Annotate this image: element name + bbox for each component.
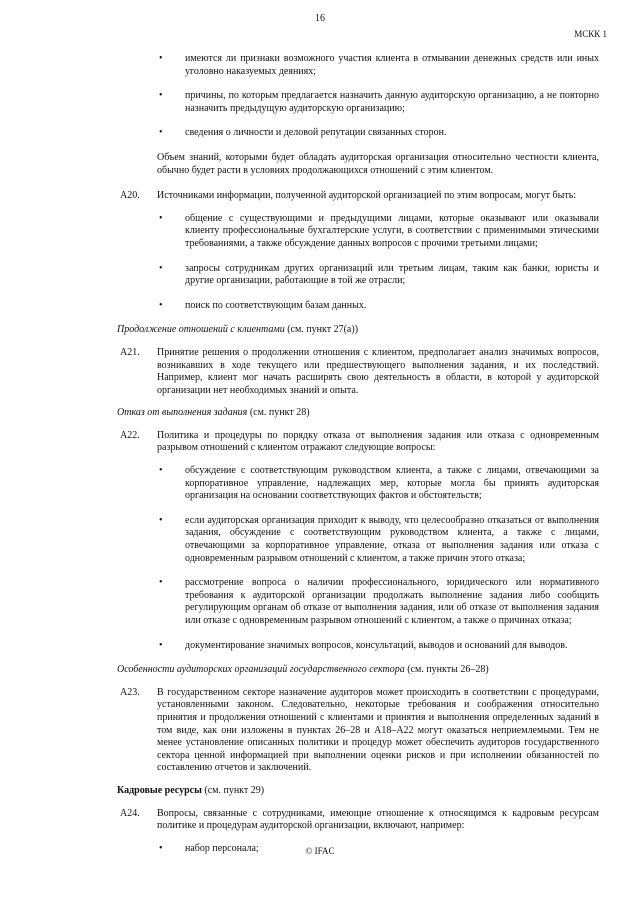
bullet-icon: • — [159, 127, 163, 139]
paragraph-a20 — [117, 190, 599, 203]
paragraph-text: В государственном секторе назначение аудиторов может происходить в соответствии с процедурами, установленными законом. Следовательно, некоторые требования и соображения относительно принятия и продолжения отношений с клиентами и принятия и выполнения определенных заданий в том виде, как они изложены в пунктах 26–28 и A18–A22 могут оказаться неприемлемыми. Тем не менее установление описанных политики и процедур может обеспечить аудиторов государственного сектора ценной информацией при выполнении оценки рисков и при исполнении обязанностей по составлению отчетов и заключений. — [157, 686, 599, 774]
bullet-icon: • — [159, 639, 163, 651]
bullet-icon: • — [159, 577, 163, 589]
paragraph-number: A22. — [120, 429, 140, 441]
bullet-icon: • — [159, 299, 163, 311]
paragraph-a24 — [117, 808, 599, 833]
list-item: • запросы сотрудникам других организаций или третьим лицам, таким как банки, юристы и другие организации, работающие в той же отрасли; — [159, 262, 599, 287]
paragraph-number: A24. — [120, 807, 140, 819]
list-item: • набор персонала; — [159, 842, 259, 854]
list-item: • если аудиторская организация приходит к выводу, что целесообразно отказаться от выполнения задания, обсуждение с соответствующим руководством клиента, а также с лицами, отвечающими за корпоративное управление, отказа от выполнения задания или отказа с одновременным разрывом отношений с клиентом, а также причин этого отказа; — [159, 514, 599, 564]
footer-copyright: © IFAC — [305, 846, 335, 856]
paragraph-a23 — [117, 687, 599, 775]
document-code: МСКК 1 — [574, 29, 607, 39]
section-heading-withdrawal: Отказ от выполнения задания (см. пункт 28) — [117, 407, 310, 419]
bullet-icon: • — [159, 842, 163, 854]
paragraph-a21 — [117, 347, 599, 397]
paragraph-text: Вопросы, связанные с сотрудниками, имеющие отношение к относящимся к кадровым ресурсам политике и процедурам аудиторской организации, включают, например: — [157, 807, 599, 832]
bullet-icon: • — [159, 53, 163, 64]
bullet-icon: • — [159, 212, 163, 224]
paragraph-a22 — [117, 430, 599, 455]
paragraph-number: A20. — [120, 190, 140, 202]
paragraph-number: A23. — [120, 686, 140, 698]
section-heading-public-sector: Особенности аудиторских организаций государственного сектора (см. пункты 26–28) — [117, 664, 489, 676]
bullet-icon: • — [159, 514, 163, 526]
list-item: • обсуждение с соответствующим руководством клиента, а также с лицами, отвечающими за корпоративное управление, надлежащих мер, которые могла бы принять аудиторская организация на основании соответствующих фактов и обстоятельств; — [159, 465, 599, 502]
list-item: • рассмотрение вопроса о наличии профессионального, юридического или нормативного требования к аудиторской организации продолжать выполнение задания либо сообщить регулирующим органам об отказе от выполнения задания, или об отказе от выполнения задания или отказе с одновременным разрывом отношений с клиентом, а также о причинах отказа; — [159, 577, 599, 626]
list-item: • сведения о личности и деловой репутации связанных сторон. — [159, 127, 447, 139]
bullet-icon: • — [159, 262, 163, 274]
list-item: • причины, по которым предлагается назначить данную аудиторскую организацию, а не повторно назначить предыдущую аудиторскую организацию; — [159, 90, 599, 114]
bullet-icon: • — [159, 90, 163, 102]
paragraph-text: Принятие решения о продолжении отношения с клиентом, предполагает анализ значимых вопросов, возникавших в ходе текущего или предшествующего выполнения задания, и их последствий. Например, клиент мог начать расширять свою деятельность в области, в которой у аудиторской организации нет необходимых знаний и опыта. — [157, 346, 599, 396]
list-item: • общение с существующими и предыдущими лицами, которые оказывают или оказывали клиенту профессиональные бухгалтерские услуги, в соответствии с применимыми этическими требованиями, а также обсуждение данных вопросов с прочими третьими лицами; — [159, 212, 599, 249]
bullet-icon: • — [159, 465, 163, 477]
paragraph-text: Политика и процедуры по порядку отказа от выполнения задания или отказа с одновременным разрывом отношений с клиентом отражают следующие вопросы: — [157, 429, 599, 454]
section-heading-continuation: Продолжение отношений с клиентами (см. пункт 27(а)) — [117, 324, 359, 336]
list-item: • поиск по соответствующим базам данных. — [159, 299, 367, 311]
paragraph-intro: Объем знаний, которыми будет обладать аудиторская организация относительно честности клиента, обычно будет расти в условиях продолжающихся отношений с этим клиентом. — [157, 151, 599, 176]
paragraph-number: A21. — [120, 346, 140, 358]
paragraph-text: Источниками информации, полученной аудиторской организацией по этим вопросам, могут быть: — [157, 190, 577, 202]
section-heading-human-resources: Кадровые ресурсы (см. пункт 29) — [117, 784, 265, 796]
list-item: • документирование значимых вопросов, консультаций, выводов и оснований для выводов. — [159, 639, 568, 651]
page-content — [117, 53, 599, 867]
list-item: • имеются ли признаки возможного участия клиента в отмывании денежных средств или иных уголовно наказуемых деяниях; — [159, 53, 599, 77]
page-number: 16 — [315, 13, 325, 24]
